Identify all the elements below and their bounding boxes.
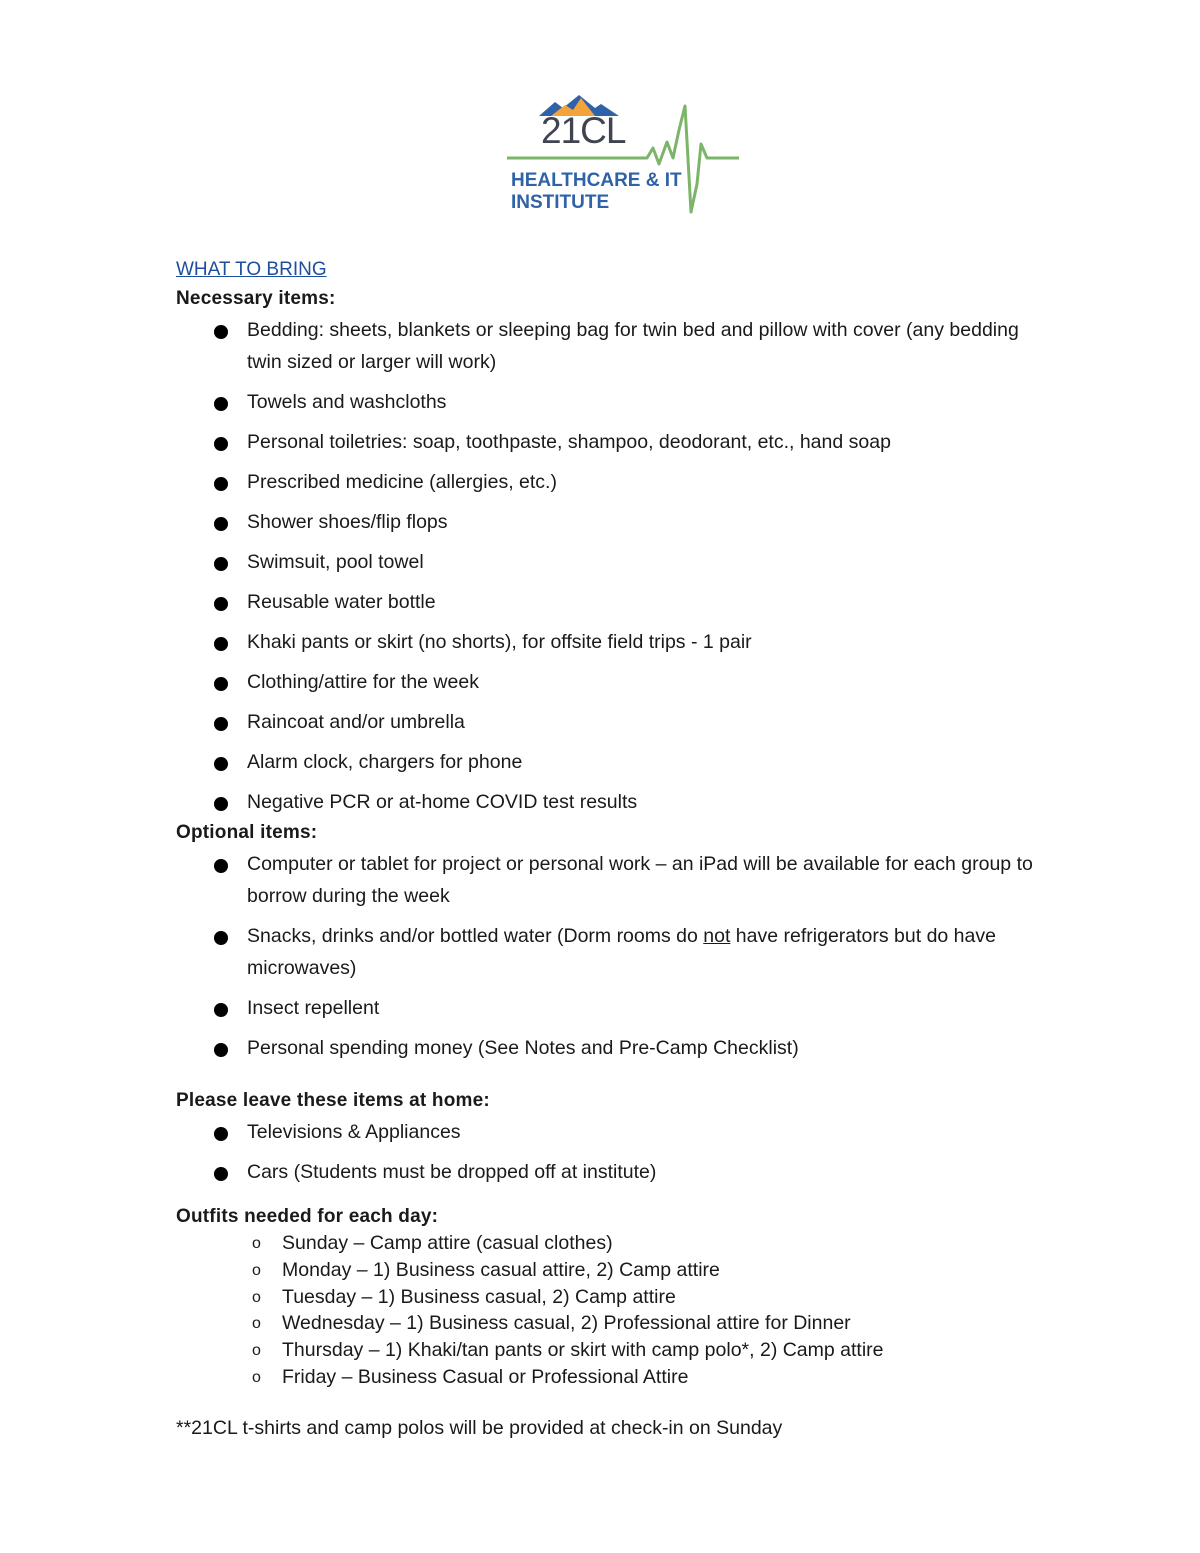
list-item	[176, 506, 1056, 538]
bullet-icon	[214, 477, 228, 491]
bullet-icon	[214, 859, 228, 873]
list-item-text: Clothing/attire for the week	[247, 671, 479, 693]
list-item-text: Alarm clock, chargers for phone	[247, 751, 523, 773]
bullet-icon	[214, 637, 228, 651]
day-item	[176, 1284, 1056, 1311]
day-item-text: Monday – 1) Business casual attire, 2) Camp attire	[282, 1258, 720, 1281]
circle-bullet-icon: o	[252, 1368, 261, 1386]
list-item-text: Bedding: sheets, blankets or sleeping bag for twin bed and pillow with cover (any bedding twin sized or larger will work)	[247, 319, 1019, 373]
circle-bullet-icon: o	[252, 1261, 261, 1279]
list-item-text: Towels and washcloths	[247, 391, 447, 413]
bullet-icon	[214, 677, 228, 691]
bullet-icon	[214, 717, 228, 731]
bullet-icon	[214, 597, 228, 611]
list-item	[176, 466, 1056, 498]
necessary-items-list	[176, 314, 1056, 818]
leave-at-home-list	[176, 1116, 1056, 1188]
list-item-text: Reusable water bottle	[247, 591, 436, 613]
outfits-list	[176, 1230, 1056, 1391]
day-item	[176, 1257, 1056, 1284]
circle-bullet-icon: o	[252, 1315, 261, 1333]
list-item-text: Prescribed medicine (allergies, etc.)	[247, 471, 557, 493]
list-item-text: Televisions & Appliances	[247, 1121, 461, 1143]
logo-subtitle-line2: INSTITUTE	[511, 192, 610, 213]
day-item-text: Tuesday – 1) Business casual, 2) Camp attire	[282, 1285, 676, 1308]
list-item	[176, 386, 1056, 418]
list-item	[176, 586, 1056, 618]
day-item	[176, 1364, 1056, 1391]
list-item-text: Swimsuit, pool towel	[247, 551, 424, 573]
bullet-icon	[214, 397, 228, 411]
bullet-icon	[214, 1043, 228, 1057]
bullet-icon	[214, 1003, 228, 1017]
bullet-icon	[214, 517, 228, 531]
list-item	[176, 848, 1056, 912]
list-item-text: have refrigerators but do have microwaves)	[247, 925, 996, 979]
footnote: **21CL t-shirts and camp polos will be provided at check-in on Sunday	[176, 1416, 783, 1439]
list-item	[176, 786, 1056, 818]
day-item-text: Wednesday – 1) Business casual, 2) Professional attire for Dinner	[282, 1312, 851, 1335]
list-item-text: Insect repellent	[247, 997, 380, 1019]
day-item	[176, 1337, 1056, 1364]
optional-items-list	[176, 848, 1056, 1064]
bullet-icon	[214, 1167, 228, 1181]
necessary-items-title: Necessary items:	[176, 288, 336, 309]
list-item-text: Personal spending money (See Notes and Pre-Camp Checklist)	[247, 1037, 799, 1059]
bullet-icon	[214, 931, 228, 945]
list-item	[176, 746, 1056, 778]
day-item	[176, 1310, 1056, 1337]
circle-bullet-icon: o	[252, 1235, 261, 1252]
list-item-text: Shower shoes/flip flops	[247, 511, 448, 533]
what-to-bring-heading: WHAT TO BRING	[176, 259, 327, 280]
list-item	[176, 992, 1056, 1024]
bullet-icon	[214, 797, 228, 811]
list-item	[176, 1116, 1056, 1148]
list-item-text: Negative PCR or at-home COVID test results	[247, 791, 638, 813]
list-item	[176, 920, 1056, 984]
list-item	[176, 1156, 1056, 1188]
list-item	[176, 666, 1056, 698]
day-item	[176, 1230, 1056, 1257]
bullet-icon	[214, 1127, 228, 1141]
list-item-text: Computer or tablet for project or personal work – an iPad will be available for each group to borrow during the week	[247, 853, 1033, 907]
list-item-text: Cars (Students must be dropped off at institute)	[247, 1161, 657, 1183]
circle-bullet-icon: o	[252, 1342, 261, 1360]
bullet-icon	[214, 437, 228, 451]
institute-logo	[503, 92, 743, 220]
logo-brand-text: 21CL	[541, 110, 626, 151]
day-item-text: Sunday – Camp attire (casual clothes)	[282, 1232, 613, 1254]
list-item-text: Personal toiletries: soap, toothpaste, shampoo, deodorant, etc., hand soap	[247, 431, 891, 453]
list-item	[176, 1032, 1056, 1064]
list-item	[176, 706, 1056, 738]
outfits-title: Outfits needed for each day:	[176, 1206, 439, 1227]
leave-at-home-title: Please leave these items at home:	[176, 1090, 490, 1111]
list-item	[176, 626, 1056, 658]
optional-items-title: Optional items:	[176, 822, 318, 843]
logo-subtitle-line1: HEALTHCARE & IT	[511, 170, 682, 191]
bullet-icon	[214, 325, 228, 339]
list-item-text: Khaki pants or skirt (no shorts), for offsite field trips - 1 pair	[247, 631, 752, 653]
emphasis-text: not	[703, 925, 731, 947]
bullet-icon	[214, 757, 228, 771]
list-item	[176, 426, 1056, 458]
list-item-text: Raincoat and/or umbrella	[247, 711, 465, 733]
day-item-text: Thursday – 1) Khaki/tan pants or skirt with camp polo*, 2) Camp attire	[282, 1339, 884, 1362]
day-item-text: Friday – Business Casual or Professional Attire	[282, 1365, 689, 1388]
list-item	[176, 314, 1056, 378]
circle-bullet-icon: o	[252, 1288, 261, 1306]
list-item-text: Snacks, drinks and/or bottled water (Dorm rooms do	[247, 925, 704, 947]
list-item	[176, 546, 1056, 578]
document-body	[176, 256, 1056, 1441]
bullet-icon	[214, 557, 228, 571]
